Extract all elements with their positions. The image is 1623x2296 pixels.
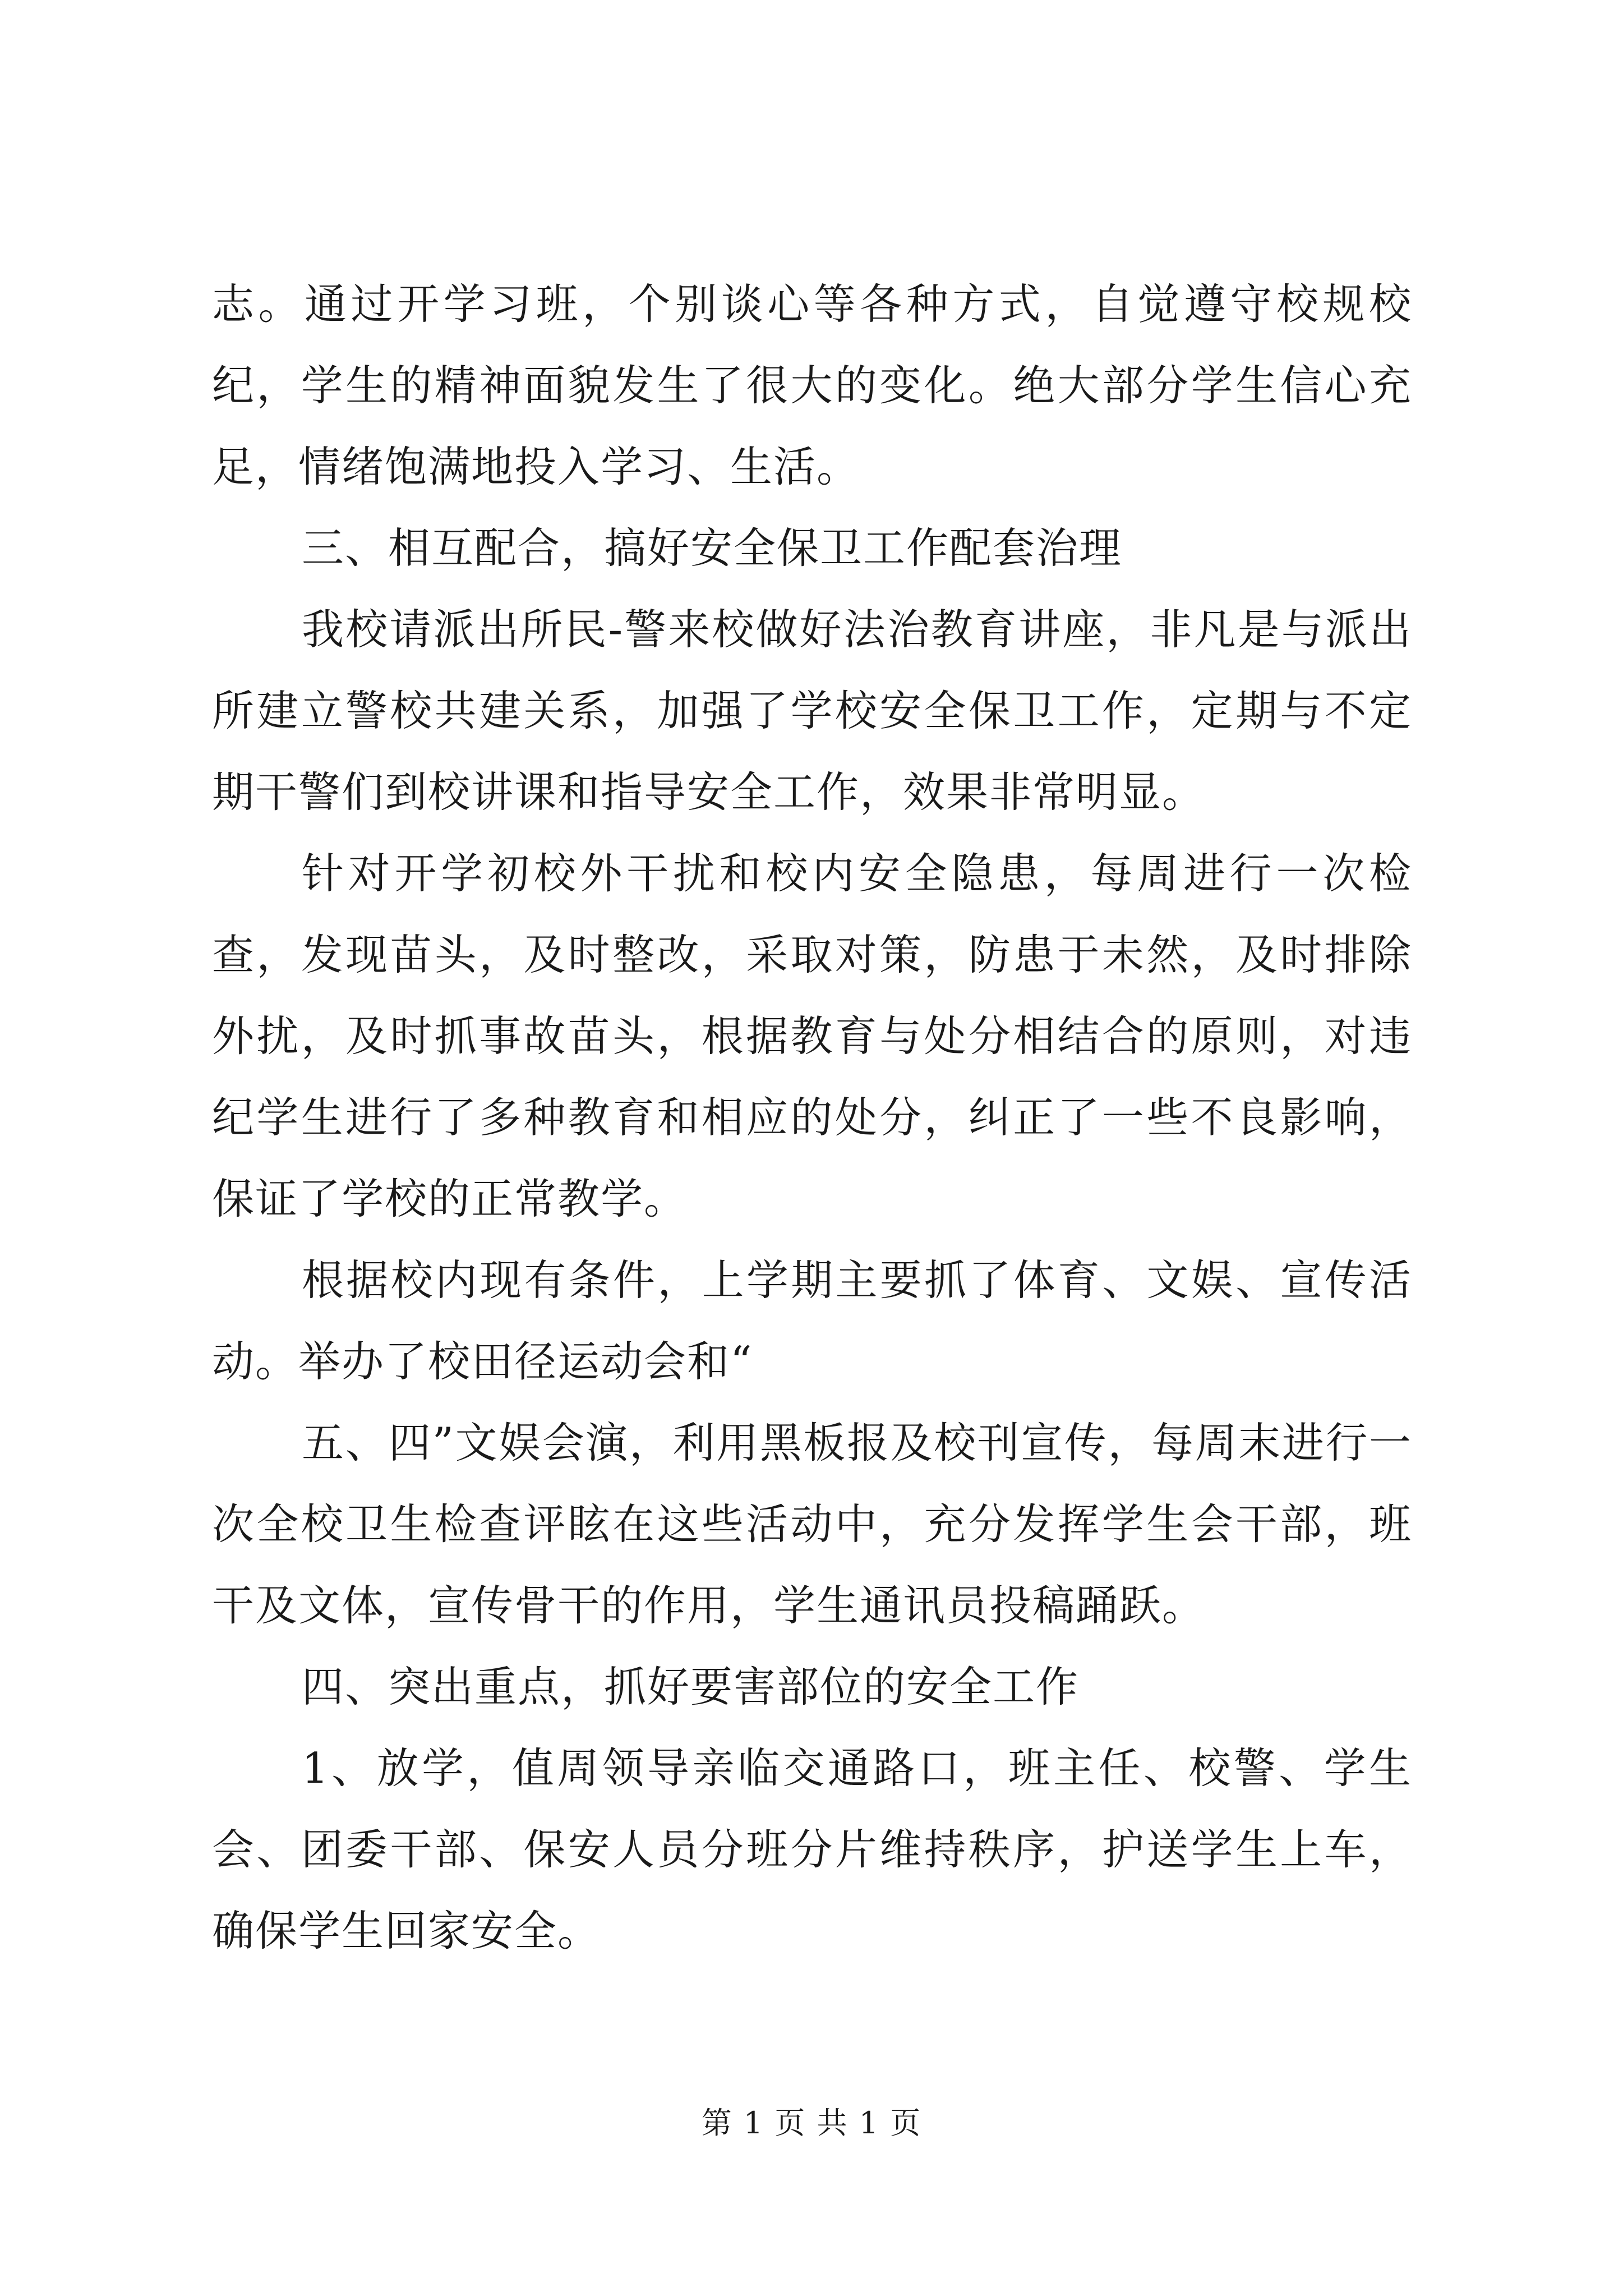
paragraph-performance: 五、四”文娱会演，利用黑板报及校刊宣传，每周末进行一次全校卫生检查评眩在这些活动中，充分发挥学生会干部，班干及文体，宣传骨干的作用，学生通讯员投稿踊跃。 (212, 1418, 1412, 1630)
page-number: 第 1 页 共 1 页 (701, 2105, 922, 2141)
section-heading-3: 三、相互配合，搞好安全保卫工作配套治理 (302, 523, 1123, 573)
paragraph-dismissal: 1、放学，值周领导亲临交通路口，班主任、校警、学生会、团委干部、保安人员分班分片维持秩序，护送学生上车，确保学生回家安全。 (212, 1743, 1412, 1955)
paragraph-police-lecture: 我校请派出所民-警来校做好法治教育讲座，非凡是与派出所建立警校共建关系，加强了学校安全保卫工作，定期与不定期干警们到校讲课和指导安全工作，效果非常明显。 (212, 605, 1412, 817)
section-heading-4: 四、突出重点，抓好要害部位的安全工作 (302, 1662, 1080, 1711)
document-body (212, 264, 1412, 1972)
paragraph-inspection: 针对开学初校外干扰和校内安全隐患，每周进行一次检查，发现苗头，及时整改，采取对策，防患于未然，及时排除外扰，及时抓事故苗头，根据教育与处分相结合的原则，对违纪学生进行了多种教育和相应的处分，纠正了一些不良影响，保证了学校的正常教学。 (212, 849, 1412, 1223)
paragraph-activities: 根据校内现有条件，上学期主要抓了体育、文娱、宣传活动。举办了校田径运动会和“ (212, 1255, 1412, 1386)
paragraph-1: 志。通过开学习班，个别谈心等各种方式，自觉遵守校规校纪，学生的精神面貌发生了很大的变化。绝大部分学生信心充足，情绪饱满地投入学习、生活。 (212, 279, 1412, 491)
